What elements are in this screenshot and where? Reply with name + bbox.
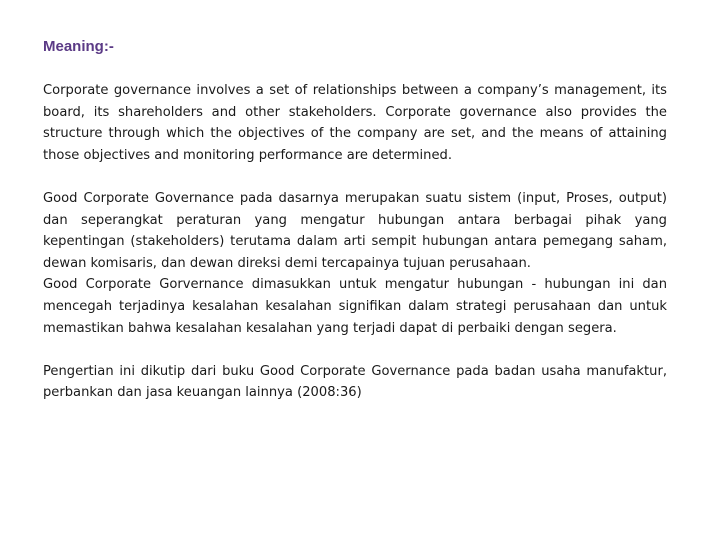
paragraph-indonesian-definition: Good Corporate Governance pada dasarnya merupakan suatu sistem (input, Proses, output) dan seperangkat peraturan yang mengatur hubungan antara berbagai pihak yang kepentingan (stakeholders) terutama dalam arti sempit hubungan antara pemegang saham, dewan komisaris, dan dewan direksi demi tercapainya tujuan perusahaan.	[43, 190, 667, 271]
slide-body	[43, 80, 667, 404]
paragraph-gap	[43, 166, 667, 188]
paragraph-indonesian-purpose: Good Corporate Gorvernance dimasukkan untuk mengatur hubungan - hubungan ini dan mencegah terjadinya kesalahan kesalahan signifikan dalam strategi perusahaan dan untuk memastikan bahwa kesalahan kesalahan yang terjadi dapat di perbaiki dengan segera.	[43, 277, 667, 336]
slide-heading: Meaning:-	[43, 38, 114, 55]
paragraph-gap	[43, 339, 667, 361]
paragraph-english-definition: Corporate governance involves a set of relationships between a company’s management, its board, its shareholders and other stakeholders. Corporate governance also provides the structure through which the objectives of the company are set, and the means of attaining those objectives and monitoring performance are determined.	[43, 83, 667, 163]
paragraph-citation: Pengertian ini dikutip dari buku Good Corporate Governance pada badan usaha manufaktur, perbankan dan jasa keuangan lainnya (2008:36)	[43, 363, 667, 401]
